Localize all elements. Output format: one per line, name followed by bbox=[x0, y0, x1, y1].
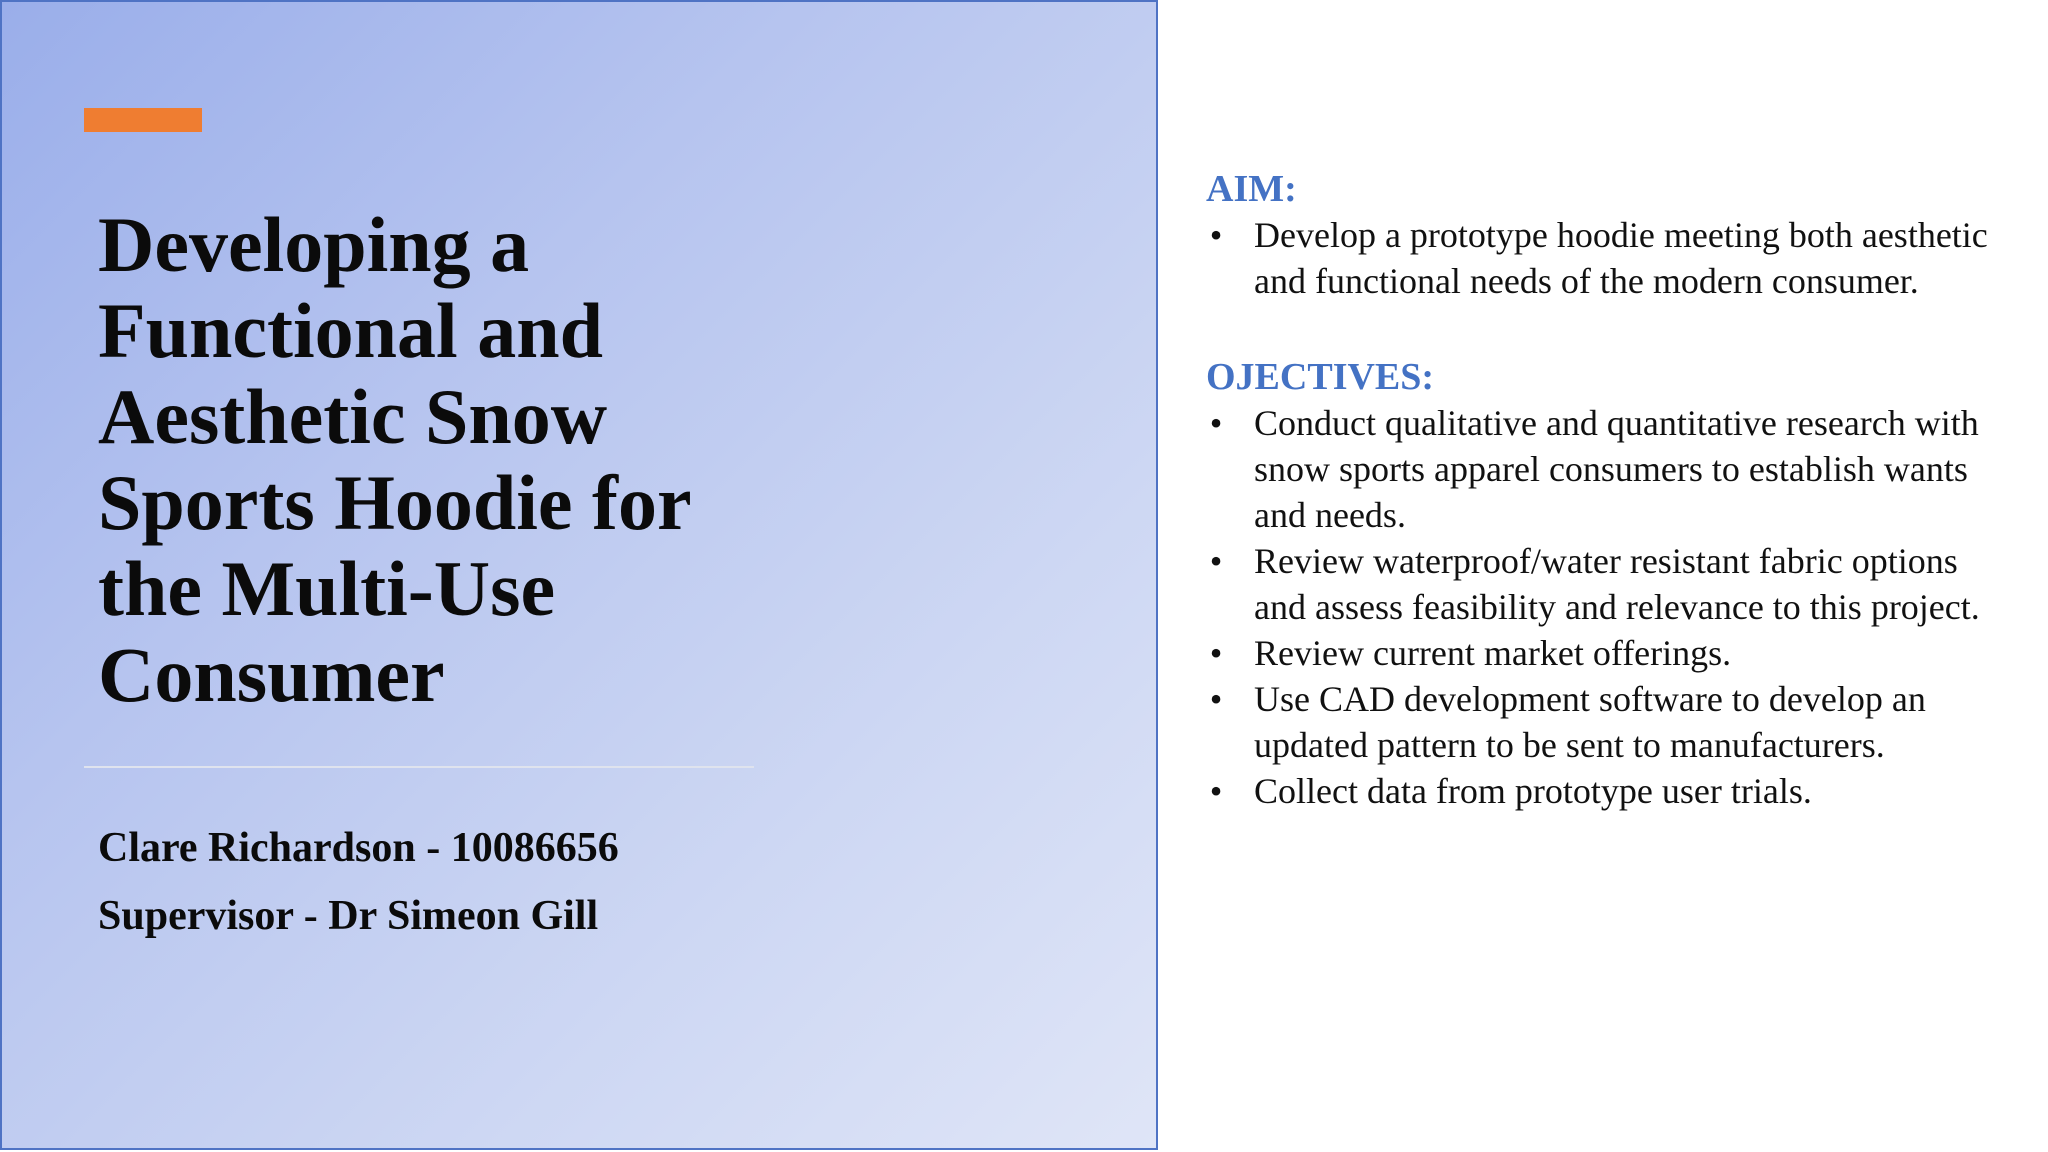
supervisor-line: Supervisor - Dr Simeon Gill bbox=[98, 893, 599, 939]
bullet-icon: • bbox=[1209, 633, 1223, 673]
objective-item-text: Collect data from prototype user trials. bbox=[1254, 771, 1812, 811]
list-item bbox=[1206, 676, 2006, 768]
objective-item-text: Use CAD development software to develop an updated pattern to be sent to manufacturers. bbox=[1254, 679, 1926, 765]
objective-item-text: Conduct qualitative and quantitative research with snow sports apparel consumers to establish wants and needs. bbox=[1254, 403, 1979, 535]
author-line: Clare Richardson - 10086656 bbox=[98, 825, 619, 871]
aim-heading: AIM: bbox=[1206, 168, 1297, 210]
objectives-list bbox=[1206, 400, 2006, 814]
objective-item-text: Review waterproof/water resistant fabric options and assess feasibility and relevance to this project. bbox=[1254, 541, 1980, 627]
divider bbox=[84, 766, 754, 768]
bullet-icon: • bbox=[1209, 403, 1223, 443]
slide-title: Developing a Functional and Aesthetic Snow Sports Hoodie for the Multi-Use Consumer bbox=[98, 201, 692, 718]
aim-list bbox=[1206, 212, 2006, 304]
bullet-icon: • bbox=[1209, 771, 1223, 811]
list-item bbox=[1206, 212, 2006, 304]
objective-item-text: Review current market offerings. bbox=[1254, 633, 1732, 673]
aim-item-text: Develop a prototype hoodie meeting both aesthetic and functional needs of the modern consumer. bbox=[1254, 215, 1988, 301]
bullet-icon: • bbox=[1209, 541, 1223, 581]
content-panel bbox=[1206, 166, 2006, 814]
bullet-icon: • bbox=[1209, 215, 1223, 255]
list-item bbox=[1206, 400, 2006, 538]
objectives-heading: OJECTIVES: bbox=[1206, 356, 1435, 398]
bullet-icon: • bbox=[1209, 679, 1223, 719]
list-item bbox=[1206, 630, 2006, 676]
list-item bbox=[1206, 768, 2006, 814]
accent-bar bbox=[84, 108, 202, 132]
list-item bbox=[1206, 538, 2006, 630]
